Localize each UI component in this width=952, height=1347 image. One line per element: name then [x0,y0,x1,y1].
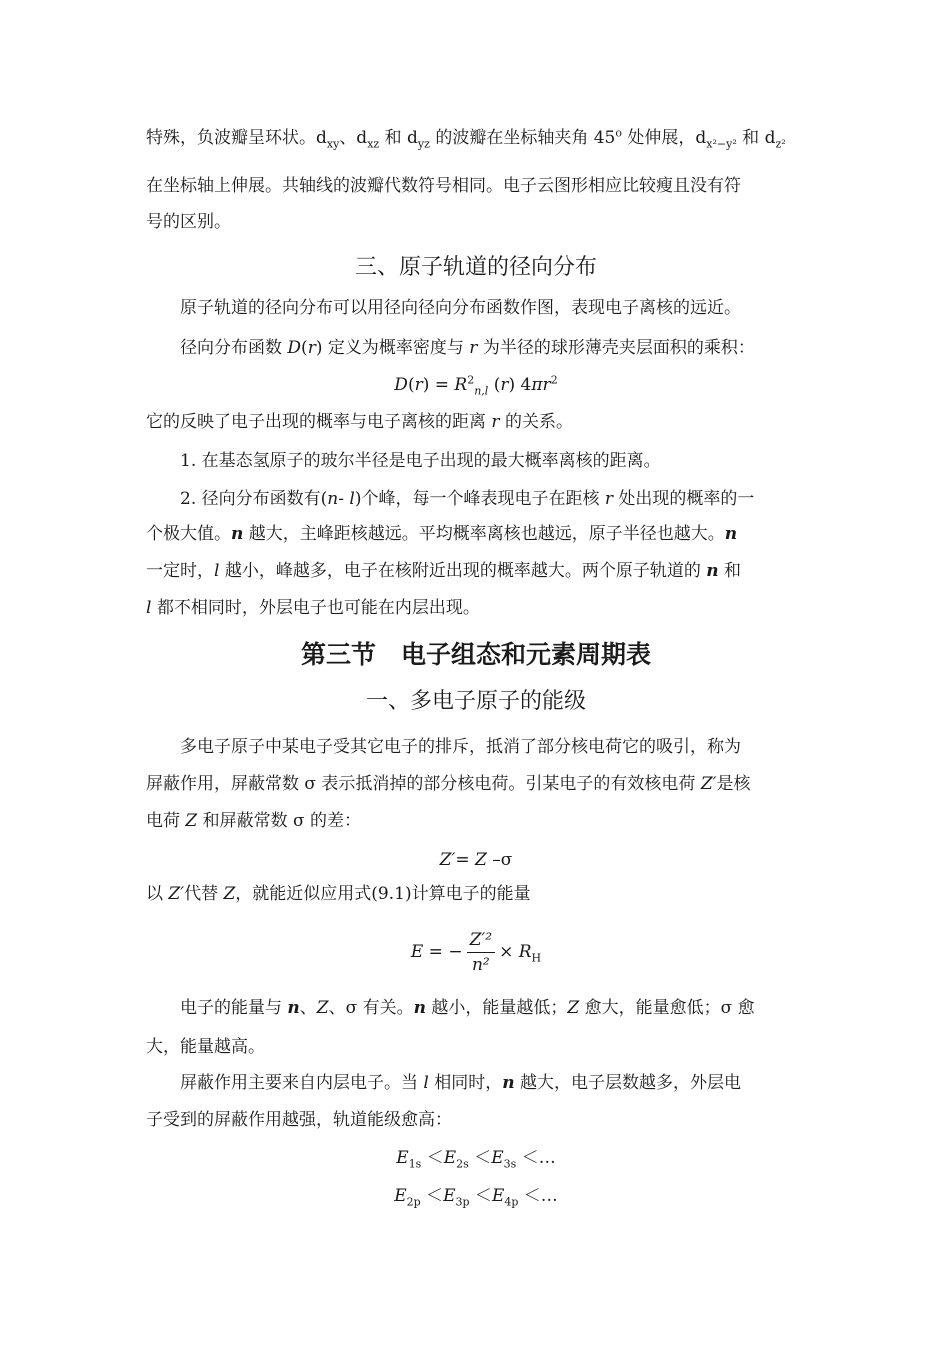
equation-radial: $D(r) = R^2_{n,l}$ (r) $4\pi r^2$ [394,373,558,398]
text-line: 在坐标轴上伸展。共轴线的波瓣代数符号相同。电子云图形相应比较瘦且没有符 [146,176,741,196]
section-heading: 三、原子轨道的径向分布 [354,255,597,280]
list-item: 2. 径向分布函数有(n- l)个峰，每一个峰表现电子在距核 r 处出现的概率的一 [180,489,755,509]
text-line: 它的反映了电子出现的概率与电子离核的距离 r 的关系。 [146,412,573,432]
section-heading: 一、多电子原子的能级 [365,689,586,714]
text-line: 子受到的屏蔽作用越强，轨道能级愈高： [146,1110,452,1130]
fraction: $\frac{\text{Z′²}}{\text{n²}}$ [467,930,496,975]
equation-s-levels: $E_{1s} <E_{2s} <E_{3s}$ ＜… [396,1148,556,1171]
paragraph-line: 多电子原子中某电子受其它电子的排斥，抵消了部分核电荷它的吸引，称为 [180,737,741,757]
text-line: 以 Z′代替 Z，就能近似应用式(9.1)计算电子的能量 [146,884,531,904]
list-item: 1. 在基态氢原子的玻尔半径是电子出现的最大概率离核的距离。 [180,451,661,471]
text-line: 个极大值。n 越大，主峰距核越远。平均概率离核也越远，原子半径也越大。n [146,524,738,544]
paragraph-line: 原子轨道的径向分布可以用径向径向分布函数作图，表现电子离核的远近。 [180,298,741,318]
text-line: 大，能量越高。 [146,1037,265,1057]
text-line: 屏蔽作用，屏蔽常数 σ 表示抵消掉的部分核电荷。引某电子的有效核电荷 Z′是核 [146,774,751,794]
paragraph-line: 电子的能量与 n、Z、σ 有关。n 越小，能量越低；Z 愈大，能量愈低；σ 愈 [180,998,755,1018]
equation-p-levels: $E_{2p} <E_{3p} <E_{4p}$ ＜… [394,1186,558,1209]
text-line: 电荷 Z 和屏蔽常数 σ 的差： [146,811,362,831]
chapter-heading: 第三节 电子组态和元素周期表 [300,640,651,669]
equation-energy: E = − $\frac{\text{Z′²}}{\text{n²}}$ × $R_H$ [410,930,542,975]
text-line: l 都不相同时，外层电子也可能在内层出现。 [146,598,480,618]
text-line: 一定时，l 越小，峰越多，电子在核附近出现的概率越大。两个原子轨道的 n 和 [146,561,742,581]
equation-effective-charge: Z′= Z –σ [439,850,513,870]
text-line: 特殊，负波瓣呈环状。$d_{xy}$、$d_{xz}$ 和 $d_{yz}$ 的波瓣在坐标轴夹角 45$^o$ 处伸展，$d_{x^2-y^2}$ 和 $d_{z^2}$ [146,126,786,151]
text-line: 号的区别。 [146,212,231,232]
paragraph-line: 径向分布函数 D(r) 定义为概率密度与 r 为半径的球形薄壳夹层面积的乘积： [180,338,755,358]
paragraph-line: 屏蔽作用主要来自内层电子。当 l 相同时，n 越大，电子层数越多，外层电 [180,1073,742,1093]
